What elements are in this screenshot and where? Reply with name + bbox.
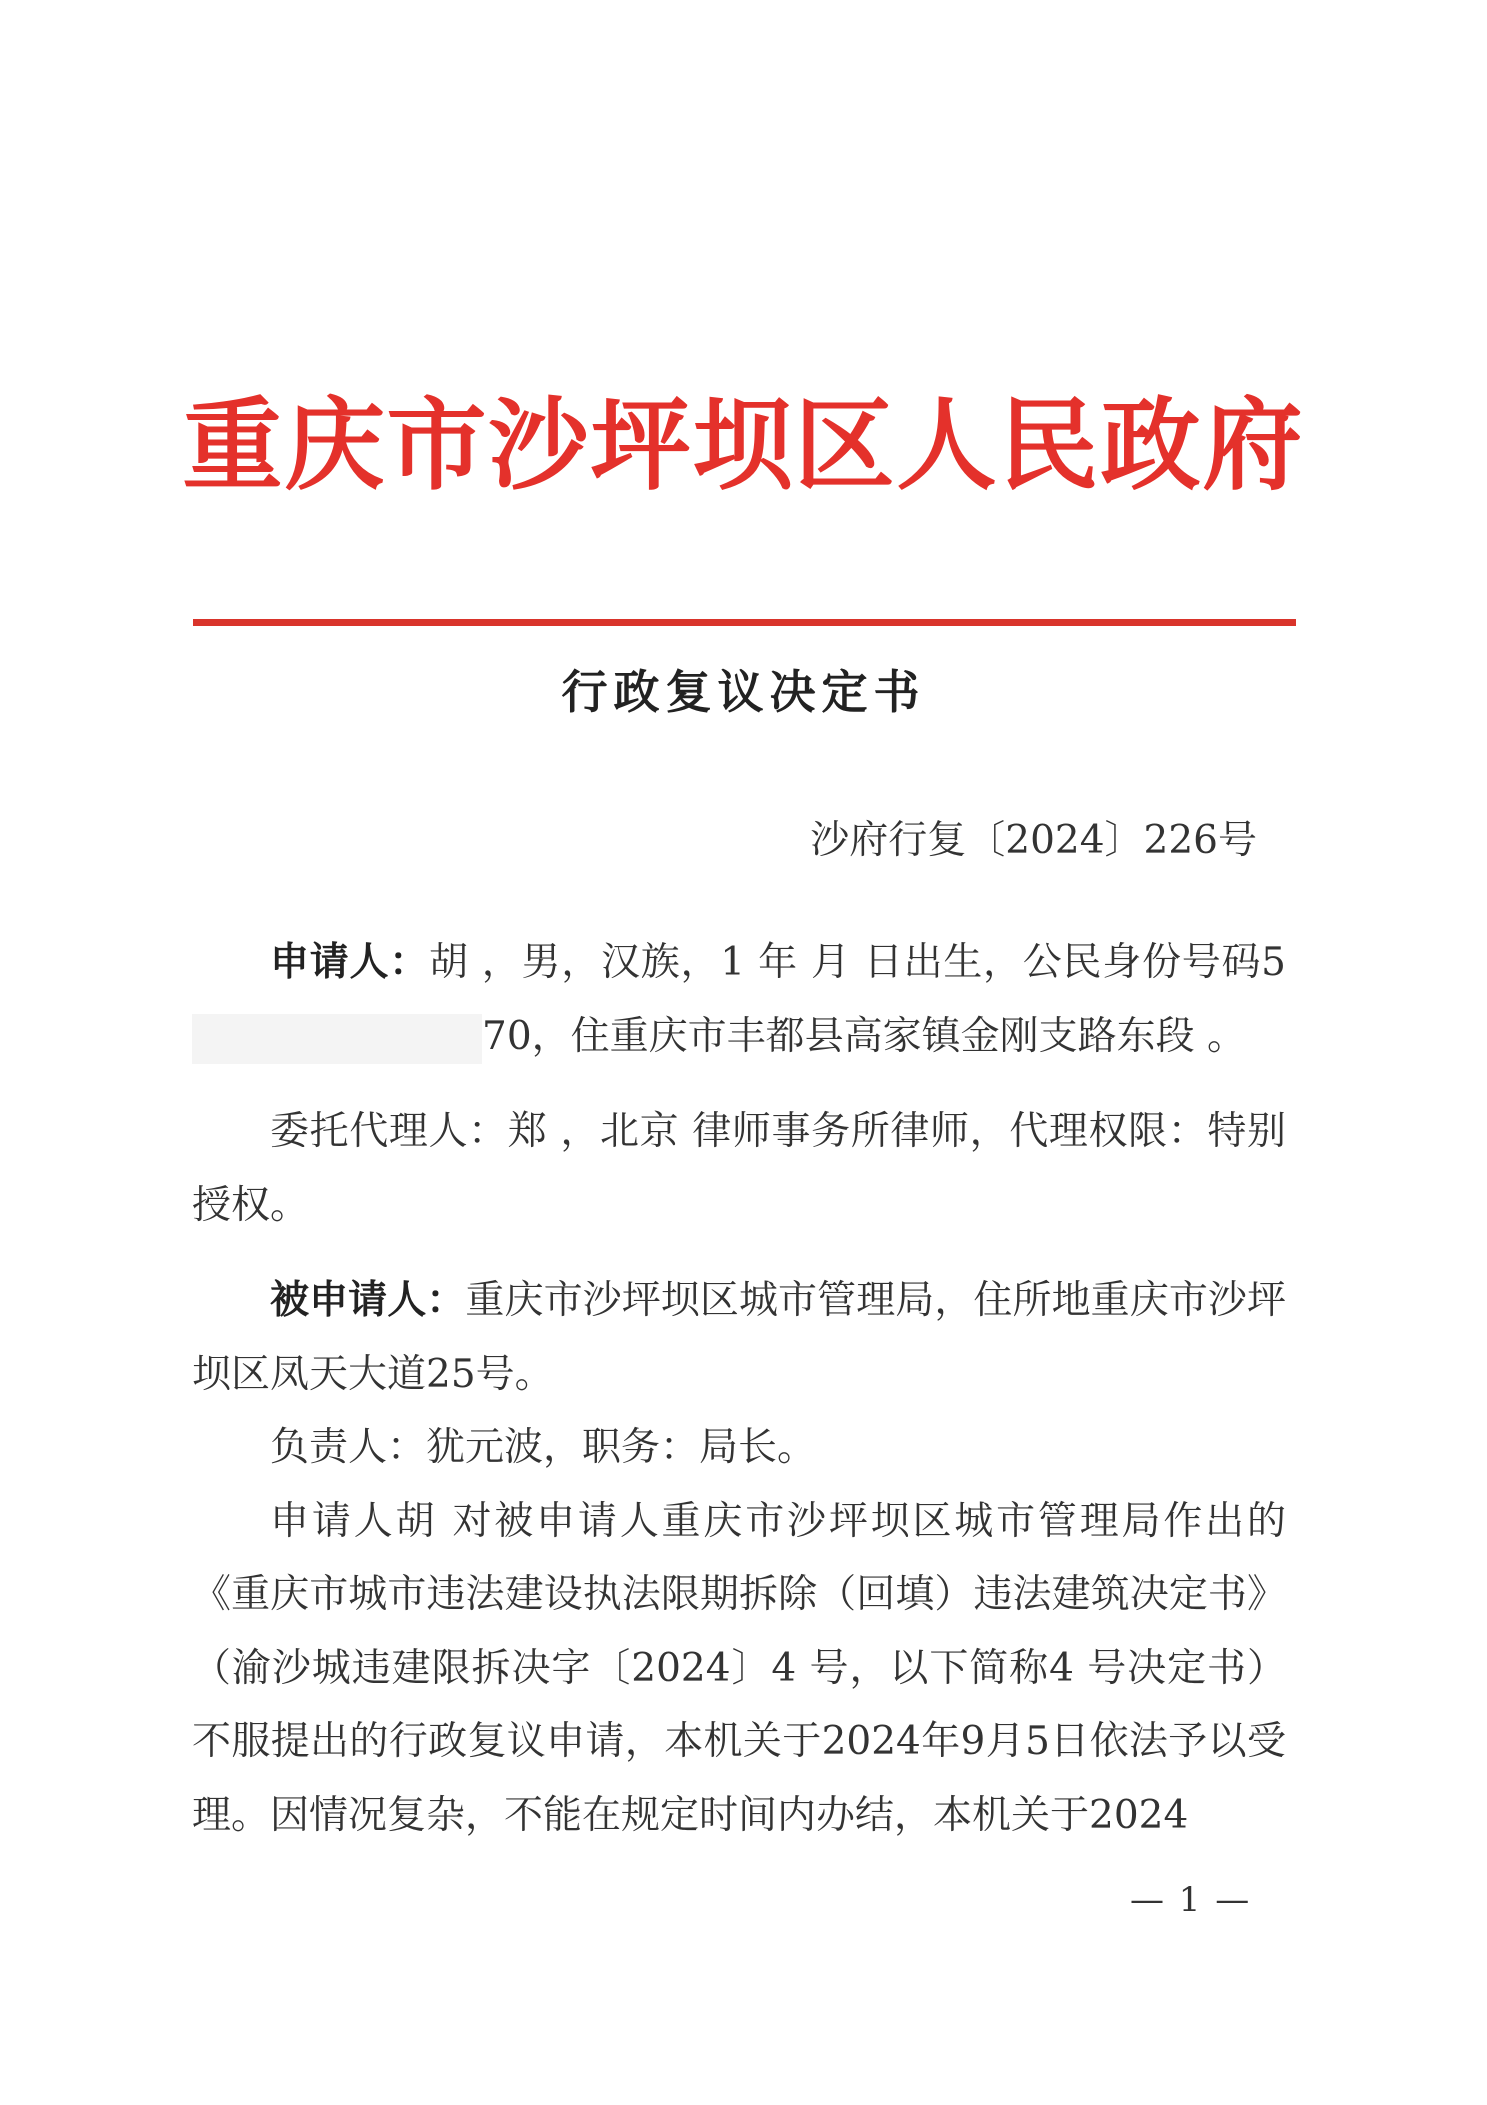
document-body bbox=[192, 926, 1286, 1852]
applicant-paragraph bbox=[192, 926, 1286, 1073]
redacted-id-block bbox=[192, 1014, 482, 1064]
applicant-text-2: 70，住重庆市丰都县高家镇金刚支路东段 。 bbox=[482, 1013, 1247, 1059]
head-person-paragraph: 负责人：犹元波，职务：局长。 bbox=[270, 1425, 817, 1470]
document-number: 沙府行复〔2024〕226号 bbox=[810, 818, 1257, 863]
page-number: — 1 — bbox=[1130, 1880, 1252, 1920]
respondent-label: 被申请人： bbox=[270, 1277, 466, 1323]
document-title: 行政复议决定书 bbox=[561, 665, 926, 719]
applicant-label: 申请人： bbox=[270, 939, 429, 985]
case-paragraph: 申请人胡 对被申请人重庆市沙坪坝区城市管理局作出的《重庆市城市违法建设执法限期拆除（回填）违法建筑决定书》（渝沙城违建限拆决字〔2024〕4 号，以下简称4 号决定书）不服提出的行政复议申请，本机关于2024年9月5日依法予以受理。因情况复杂，不能在规定时间内办结，本机关于2024 bbox=[192, 1498, 1286, 1838]
agent-paragraph: 委托代理人：郑 ，北京 律师事务所律师，代理权限：特别授权。 bbox=[192, 1109, 1286, 1228]
respondent-text: 重庆市沙坪坝区城市管理局，住所地重庆市沙坪坝区凤天大道25号。 bbox=[192, 1278, 1286, 1397]
applicant-text-1: 胡 ，男，汉族，1 年 月 日出生，公民身份号码5 bbox=[428, 940, 1286, 985]
red-divider-line bbox=[193, 619, 1296, 626]
issuing-authority-title: 重庆市沙坪坝区人民政府 bbox=[182, 386, 1305, 504]
respondent-paragraph bbox=[192, 1264, 1286, 1411]
